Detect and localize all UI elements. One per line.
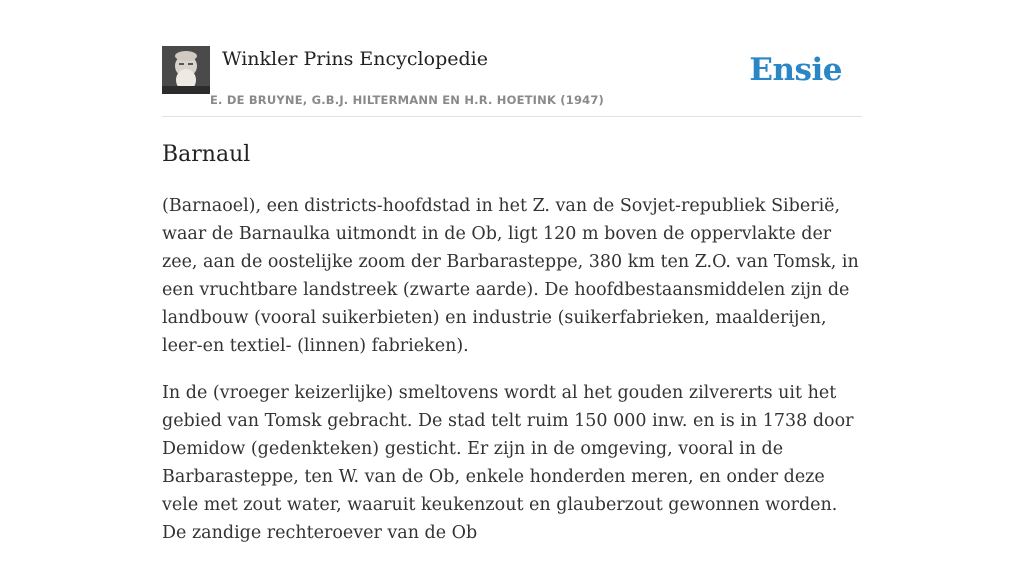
article-title: Barnaul	[162, 142, 251, 167]
encyclopedia-title[interactable]: Winkler Prins Encyclopedie	[222, 48, 488, 70]
paragraph: (Barnaoel), een districts-hoofdstad in het Z. van de Sovjet-republiek Siberië, waar de Barnaulka uitmondt in de Ob, ligt 120 m boven de oppervlakte der zee, aan de oostelijke zoom der Barbarasteppe, 380 km ten Z.O. van Tomsk, in een vruchtbare landstreek (zwarte aarde). De hoofdbestaansmiddelen zijn de landbouw (vooral suikerbieten) en industrie (suikerfabrieken, maalderijen, leer-en textiel- (linnen) fabrieken).	[162, 196, 859, 356]
author-portrait-icon	[162, 46, 210, 94]
paragraph: In de (vroeger keizerlijke) smeltovens wordt al het gouden zilvererts uit het gebied van Tomsk gebracht. De stad telt ruim 150 000 inw. en is in 1738 door Demidow (gedenkteken) gesticht. Er zijn in de omgeving, vooral in de Barbarasteppe, ten W. van de Ob, enkele honderden meren, en onder deze vele met zout water, waaruit keukenzout en glauberzout gewonnen worden. De zandige rechteroever van de Ob	[162, 383, 854, 543]
article-content	[162, 192, 862, 566]
authors-line: E. DE BRUYNE, G.B.J. HILTERMANN EN H.R. HOETINK (1947)	[210, 93, 605, 107]
ensie-logo[interactable]: Ensie	[749, 52, 842, 88]
portrait-graphic	[162, 46, 210, 94]
header	[162, 46, 862, 117]
